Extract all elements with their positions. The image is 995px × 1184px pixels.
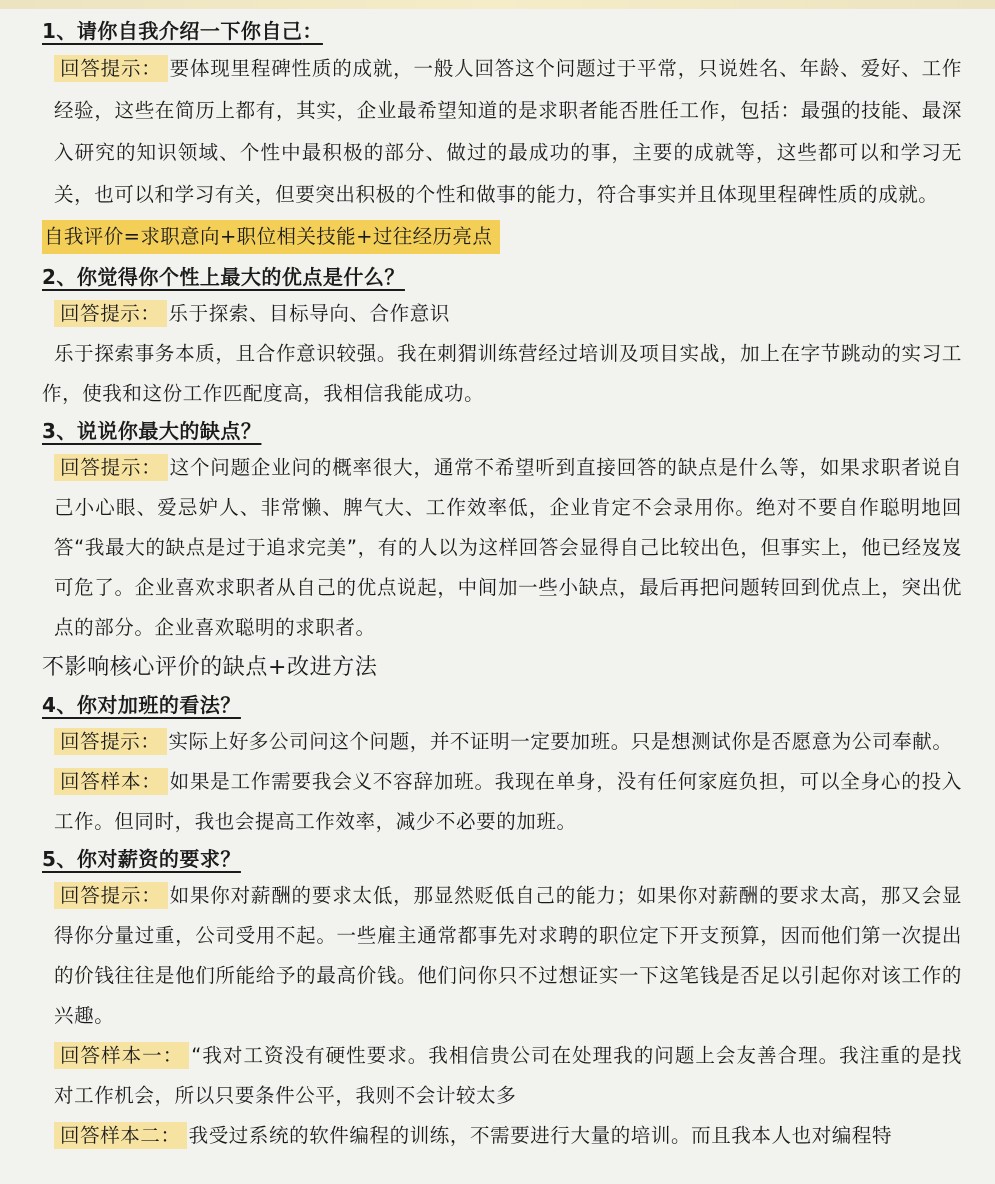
sample-label-highlight: 回答样本： [54,768,168,795]
question-3-tip: 回答提示： 这个问题企业问的概率很大，通常不希望听到直接回答的缺点是什么等，如果求职者说自己小心眼、爱忌妒人、非常懒、脾气大、工作效率低，企业肯定不会录用你。绝对不要自作聪明地回答“我最大的缺点是过于追求完美”，有的人以为这样回答会显得自己比较出色，但事实上，他已经岌岌可危了。企业喜欢求职者从自己的优点说起，中间加一些小缺点，最后再把问题转回到优点上，突出优点的部分。企业喜欢聪明的求职者。 [54,456,962,639]
self-evaluation-formula: 自我评价=求职意向+职位相关技能+过往经历亮点 [42,220,500,254]
sample-label-highlight: 回答样本一： [54,1042,189,1069]
question-4-tip: 回答提示： 实际上好多公司问这个问题，并不证明一定要加班。只是想测试你是否愿意为公司奉献。 [42,722,962,762]
sample-label-highlight: 回答样本二： [54,1122,187,1149]
question-3-summary: 不影响核心评价的缺点+改进方法 [42,655,378,680]
question-1-title: 1、请你自我介绍一下你自己： [42,19,323,43]
question-3-title: 3、说说你最大的缺点？ [42,419,262,443]
tip-label-highlight: 回答提示： [54,55,168,82]
question-5-title: 5、你对薪资的要求？ [42,847,241,871]
document-page [42,14,962,1156]
question-5-tip: 回答提示： 如果你对薪酬的要求太低，那显然贬低自己的能力；如果你对薪酬的要求太高，那又会显得你分量过重，公司受用不起。一些雇主通常都事先对求聘的职位定下开支预算，因而他们第一次提出的价钱往往是他们所能给予的最高价钱。他们问你只不过想证实一下这笔钱是否足以引起你对该工作的兴趣。 [54,884,962,1027]
question-2-body: 乐于探索事务本质，且合作意识较强。我在刺猬训练营经过培训及项目实战，加上在字节跳动的实习工作，使我和这份工作匹配度高，我相信我能成功。 [42,342,962,405]
question-2-title: 2、你觉得你个性上最大的优点是什么？ [42,265,405,289]
tip-label-highlight: 回答提示： [54,728,167,755]
question-1-tip: 回答提示： 要体现里程碑性质的成就，一般人回答这个问题过于平常，只说姓名、年龄、爱好、工作经验，这些在简历上都有，其实，企业最希望知道的是求职者能否胜任工作，包括：最强的技能、最深入研究的知识领域、个性中最积极的部分、做过的最成功的事，主要的成就等，这些都可以和学习无关，也可以和学习有关，但要突出积极的个性和做事的能力，符合事实并且体现里程碑性质的成就。 [54,57,962,206]
tip-label-highlight: 回答提示： [54,300,167,327]
question-5-sample-2: 回答样本二： 我受过系统的软件编程的训练，不需要进行大量的培训。而且我本人也对编程特 [42,1116,962,1156]
top-banner-strip [0,0,995,9]
tip-label-highlight: 回答提示： [54,454,168,481]
question-4-sample: 回答样本： 如果是工作需要我会义不容辞加班。我现在单身，没有任何家庭负担，可以全身心的投入工作。但同时，我也会提高工作效率，减少不必要的加班。 [54,770,962,833]
tip-label-highlight: 回答提示： [54,882,168,909]
question-4-title: 4、你对加班的看法？ [42,693,241,717]
question-5-sample-1: 回答样本一： “我对工资没有硬性要求。我相信贵公司在处理我的问题上会友善合理。我注重的是找对工作机会，所以只要条件公平，我则不会计较太多 [54,1044,962,1107]
question-2-tip: 回答提示： 乐于探索、目标导向、合作意识 [42,294,962,334]
